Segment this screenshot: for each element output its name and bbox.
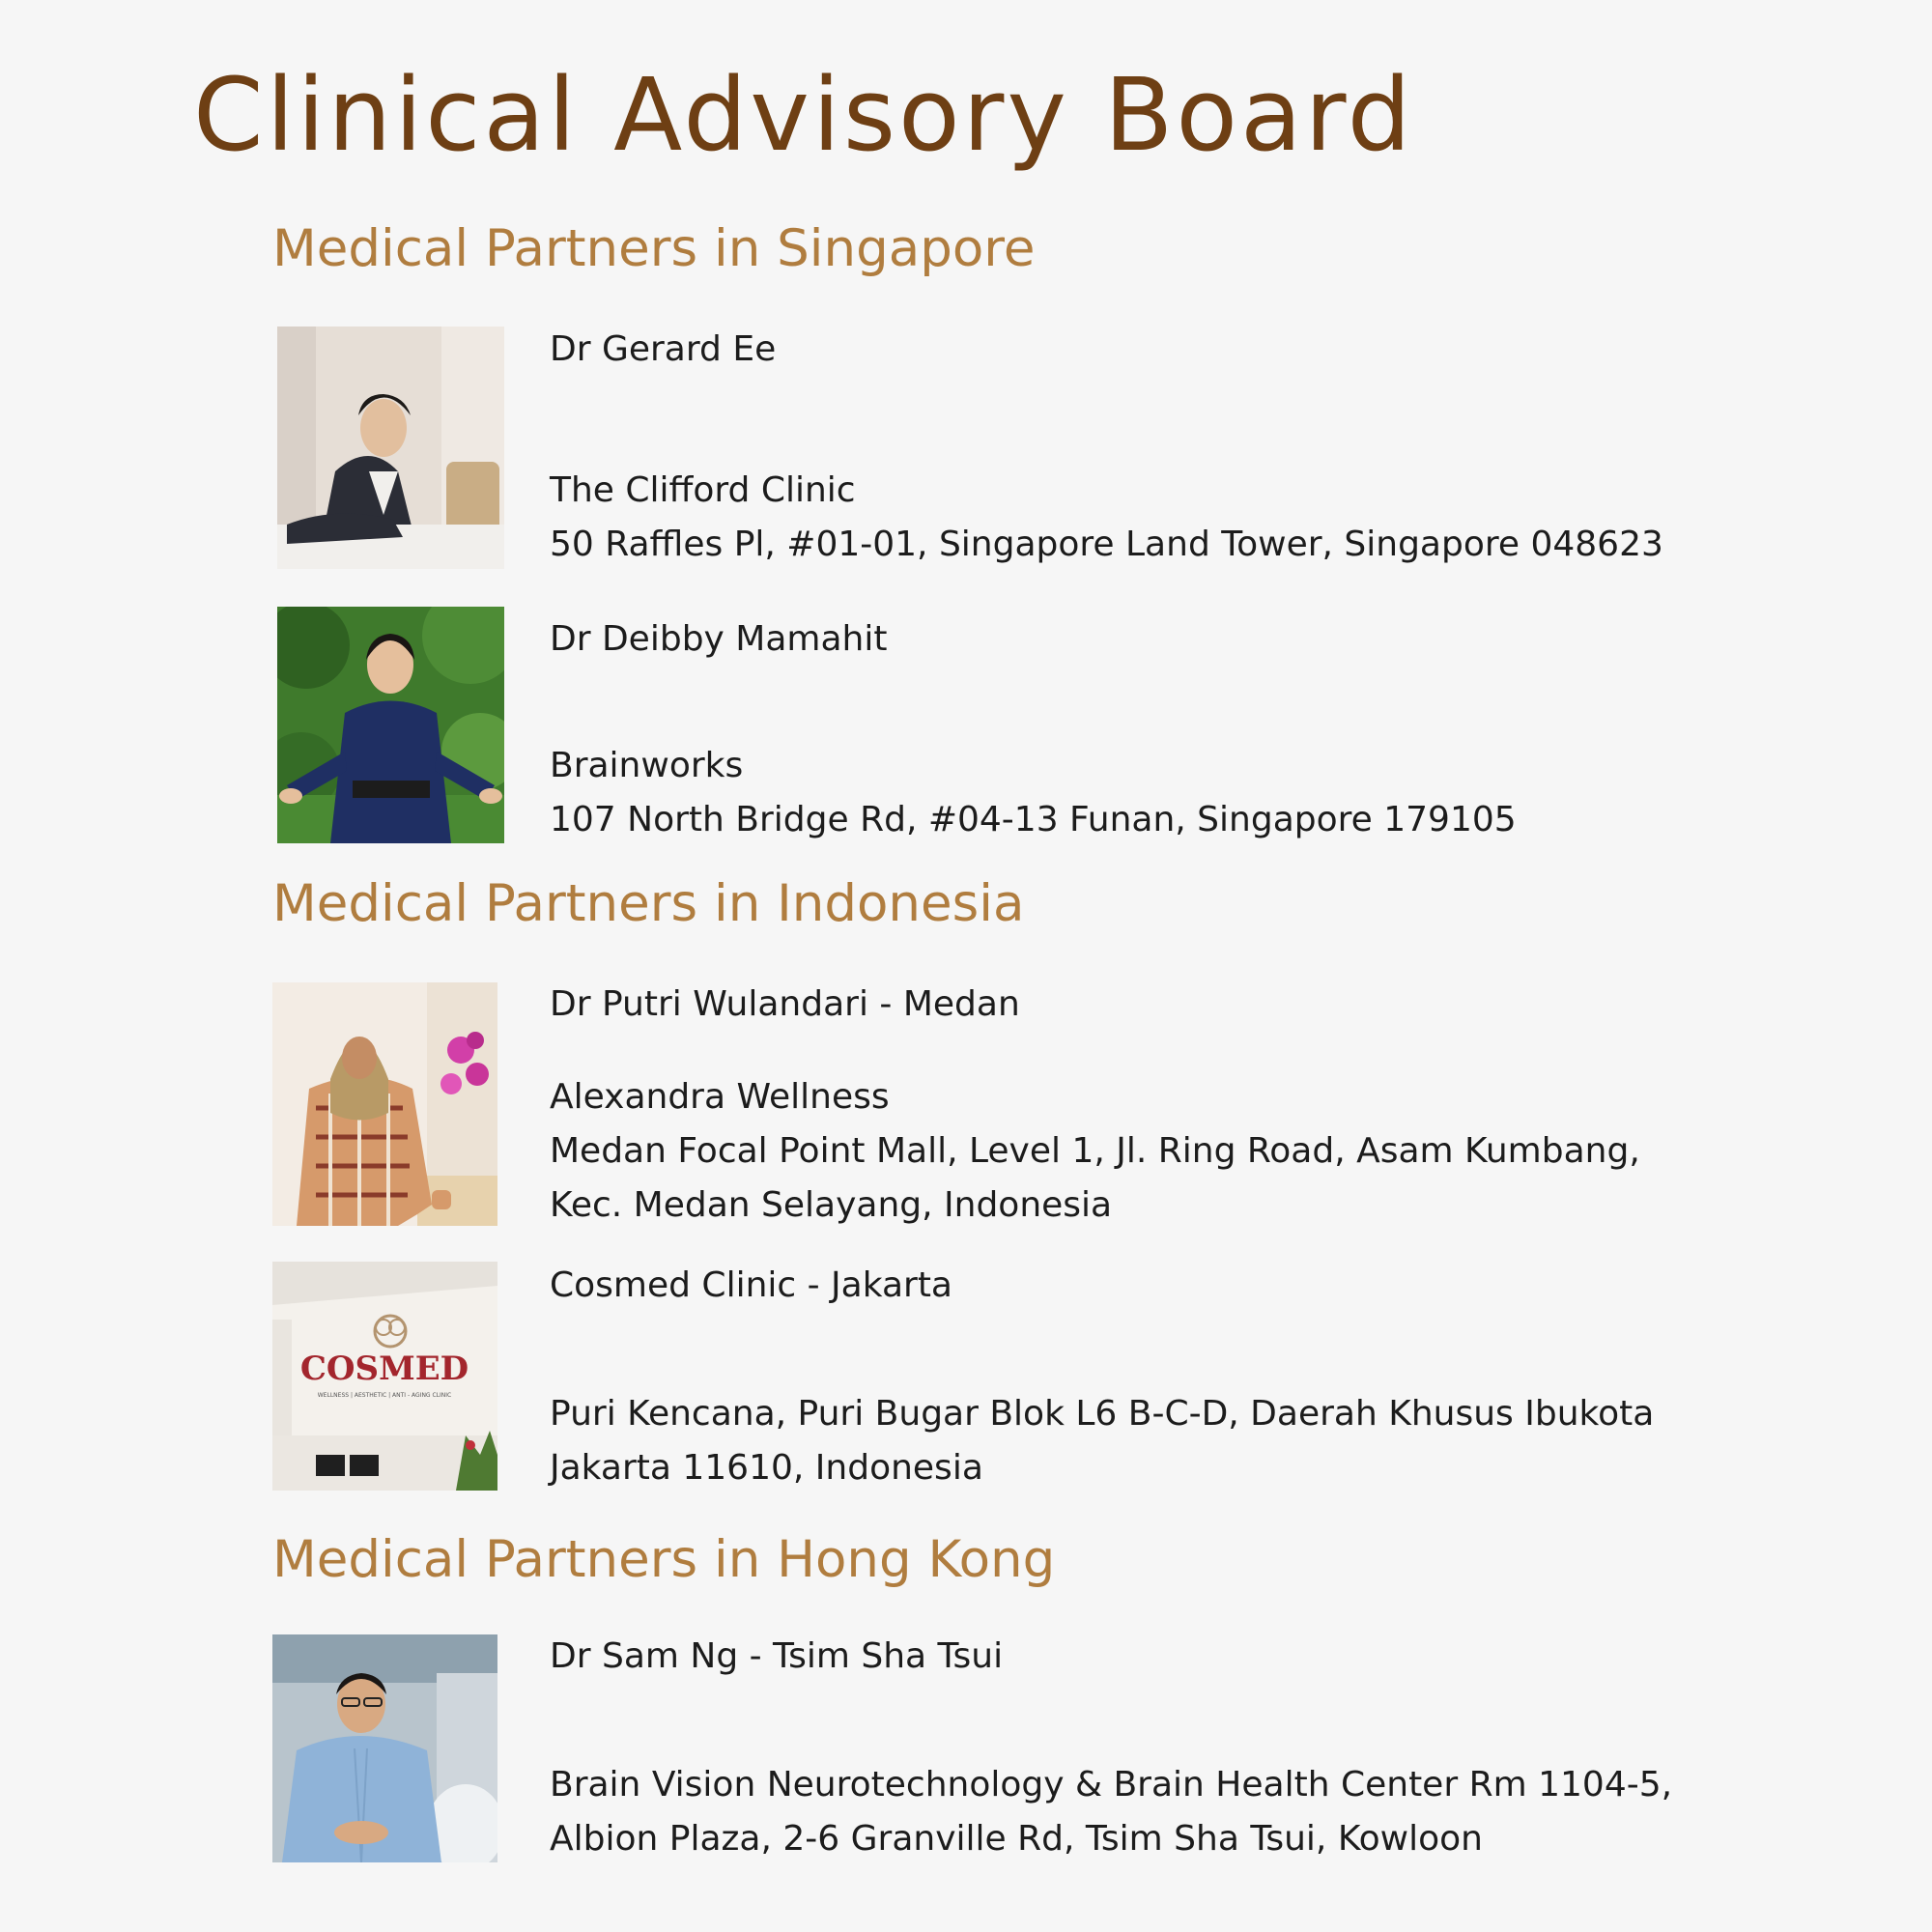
clinic-name: The Clifford Clinic [550,470,856,510]
portrait-icon [272,982,497,1226]
doctor-name: Dr Putri Wulandari - Medan [550,984,1020,1024]
cosmed-logo-subtext: WELLNESS | AESTHETIC | ANTI - AGING CLINIC [317,1392,452,1399]
clinic-address-line-1: Puri Kencana, Puri Bugar Blok L6 B-C-D, Daerah Khusus Ibukota [550,1394,1655,1434]
partner-entry-putri-wulandari [550,978,1661,1233]
doctor-name: Dr Gerard Ee [550,329,777,369]
partner-entry-gerard-ee [550,323,1661,572]
section-heading-singapore: Medical Partners in Singapore [272,219,1036,278]
clinic-name: Cosmed Clinic - Jakarta [550,1265,952,1305]
doctor-name: Dr Sam Ng - Tsim Sha Tsui [550,1636,1004,1676]
clinic-address-line-1: Brain Vision Neurotechnology & Brain Health Center Rm 1104-5, [550,1765,1673,1804]
cosmed-logo-text: COSMED [299,1350,469,1388]
doctor-photo-putri-wulandari [272,982,497,1226]
partner-entry-deibby-mamahit [550,612,1661,847]
clinic-name: Alexandra Wellness [550,1077,890,1117]
clinic-reception-icon [272,1262,497,1491]
clinic-address-line-2: Jakarta 11610, Indonesia [550,1448,983,1488]
clinic-address: 50 Raffles Pl, #01-01, Singapore Land Tower, Singapore 048623 [550,525,1663,564]
clinic-address-line-2: Kec. Medan Selayang, Indonesia [550,1185,1113,1225]
section-heading-indonesia: Medical Partners in Indonesia [272,874,1025,933]
clinic-address: 107 North Bridge Rd, #04-13 Funan, Singapore 179105 [550,800,1517,839]
partner-entry-sam-ng [550,1630,1673,1866]
partner-entry-cosmed-clinic [550,1259,1661,1495]
portrait-icon [277,327,504,569]
doctor-photo-sam-ng [272,1634,497,1862]
portrait-icon [272,1634,497,1862]
clinic-address-line-1: Medan Focal Point Mall, Level 1, Jl. Ring Road, Asam Kumbang, [550,1131,1640,1171]
doctor-photo-deibby-mamahit [277,607,504,843]
clinic-photo-cosmed [272,1262,497,1491]
clinic-address-line-2: Albion Plaza, 2-6 Granville Rd, Tsim Sha Tsui, Kowloon [550,1819,1483,1859]
page-title: Clinical Advisory Board [193,56,1414,174]
clinic-name: Brainworks [550,746,744,785]
portrait-icon [277,607,504,843]
section-heading-hong-kong: Medical Partners in Hong Kong [272,1530,1056,1589]
doctor-name: Dr Deibby Mamahit [550,619,888,659]
doctor-photo-gerard-ee [277,327,504,569]
